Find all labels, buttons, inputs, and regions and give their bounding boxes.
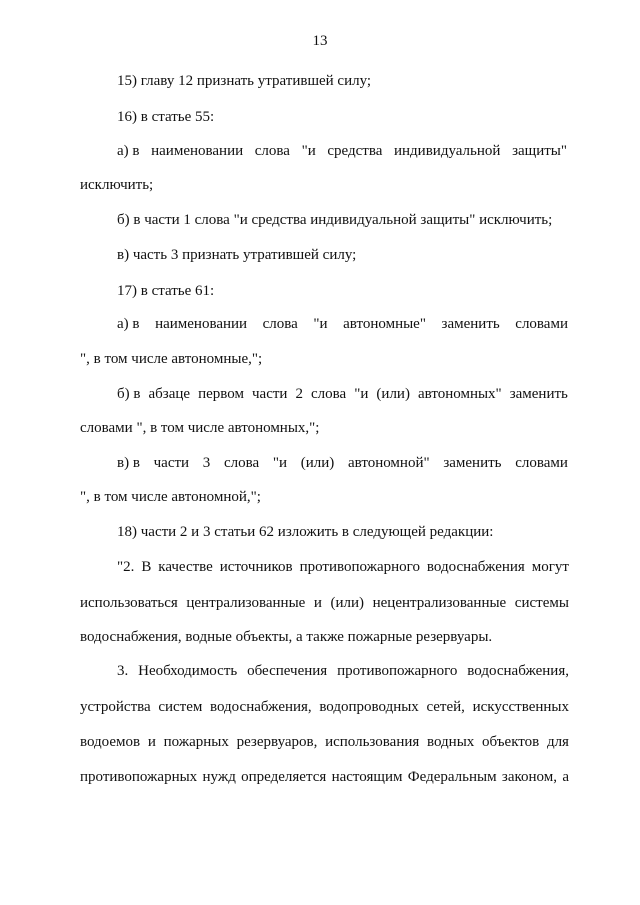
word: водоснабжения bbox=[426, 559, 525, 575]
word: обеспечения bbox=[247, 663, 328, 679]
word: словами bbox=[515, 455, 568, 471]
word: Необходимость bbox=[138, 663, 238, 679]
word: определяется bbox=[241, 769, 327, 785]
line-4: исключить; bbox=[80, 177, 154, 193]
word: абзаце bbox=[148, 386, 191, 402]
line-7: 17) в статье 61: bbox=[117, 283, 215, 299]
line-9: ", в том числе автономные,"; bbox=[80, 351, 263, 367]
word: наименовании bbox=[155, 316, 248, 332]
word: использоваться bbox=[80, 595, 178, 611]
word: противопожарного bbox=[299, 559, 420, 575]
line-6: в) часть 3 признать утратившей силу; bbox=[117, 247, 357, 263]
word: автономных" bbox=[417, 386, 502, 402]
word: Федеральным bbox=[407, 769, 497, 785]
word: водных bbox=[427, 734, 475, 750]
word: законом, bbox=[501, 769, 558, 785]
word: и bbox=[313, 595, 322, 611]
word: противопожарного bbox=[337, 663, 458, 679]
line-2: 16) в статье 55: bbox=[117, 109, 215, 125]
line-13: ", в том числе автономной,"; bbox=[80, 489, 261, 505]
word: использования bbox=[325, 734, 420, 750]
line-21 bbox=[80, 768, 569, 786]
word: противопожарных bbox=[80, 769, 198, 785]
word: В bbox=[141, 559, 152, 575]
word: для bbox=[546, 734, 569, 750]
word: 3. bbox=[117, 663, 129, 679]
word: нецентрализованные bbox=[372, 595, 507, 611]
line-15 bbox=[117, 558, 569, 576]
word: заменить bbox=[443, 455, 502, 471]
word: словами bbox=[515, 316, 568, 332]
word: первом bbox=[198, 386, 244, 402]
word: автономной" bbox=[347, 455, 430, 471]
word: слова bbox=[311, 386, 347, 402]
word: "и bbox=[313, 316, 328, 332]
word: могут bbox=[531, 559, 569, 575]
word: водоснабжения, bbox=[467, 663, 569, 679]
word: заменить bbox=[441, 316, 500, 332]
line-18 bbox=[117, 662, 569, 680]
word: защиты" bbox=[512, 143, 567, 159]
word: слова bbox=[254, 143, 290, 159]
word: резервуаров, bbox=[236, 734, 318, 750]
word: а) в bbox=[117, 316, 140, 332]
line-3 bbox=[117, 142, 567, 160]
word: части bbox=[153, 455, 190, 471]
word: централизованные bbox=[186, 595, 306, 611]
line-20 bbox=[80, 733, 569, 751]
word: качестве bbox=[158, 559, 213, 575]
line-12 bbox=[117, 454, 568, 472]
word: 3 bbox=[202, 455, 211, 471]
word: "и bbox=[301, 143, 316, 159]
line-14: 18) части 2 и 3 статьи 62 изложить в следующей редакции: bbox=[117, 524, 494, 540]
word: (или) bbox=[300, 455, 335, 471]
line-5: б) в части 1 слова "и средства индивидуальной защиты" исключить; bbox=[117, 212, 553, 228]
word: индивидуальной bbox=[394, 143, 501, 159]
word: и bbox=[147, 734, 156, 750]
word: "и bbox=[354, 386, 369, 402]
line-10 bbox=[117, 385, 568, 403]
word: объектов bbox=[482, 734, 540, 750]
word: слова bbox=[223, 455, 260, 471]
word: (или) bbox=[376, 386, 410, 402]
line-16 bbox=[80, 594, 569, 612]
word: 2 bbox=[295, 386, 303, 402]
word: устройства bbox=[80, 699, 151, 715]
word: "2. bbox=[117, 559, 135, 575]
line-1: 15) главу 12 признать утратившей силу; bbox=[117, 73, 372, 89]
word: нужд bbox=[202, 769, 236, 785]
word: настоящим bbox=[331, 769, 403, 785]
word: части bbox=[252, 386, 288, 402]
line-19 bbox=[80, 698, 569, 716]
word: автономные" bbox=[343, 316, 426, 332]
page-number: 13 bbox=[312, 33, 328, 49]
word: "и bbox=[272, 455, 288, 471]
line-17: водоснабжения, водные объекты, а также пожарные резервуары. bbox=[80, 629, 493, 645]
word: искусственных bbox=[472, 699, 569, 715]
word: заменить bbox=[509, 386, 568, 402]
word: наименовании bbox=[151, 143, 244, 159]
word: водопроводных bbox=[319, 699, 419, 715]
word: (или) bbox=[330, 595, 365, 611]
word: б) в bbox=[117, 386, 141, 402]
line-8 bbox=[117, 315, 568, 333]
word: системы bbox=[514, 595, 569, 611]
word: систем bbox=[158, 699, 203, 715]
word: слова bbox=[262, 316, 298, 332]
word: в) в bbox=[117, 455, 140, 471]
word: сетей, bbox=[426, 699, 465, 715]
word: средства bbox=[327, 143, 383, 159]
word: источников bbox=[219, 559, 293, 575]
word: а bbox=[562, 769, 569, 785]
word: пожарных bbox=[163, 734, 229, 750]
word: водоснабжения, bbox=[210, 699, 312, 715]
word: а) в bbox=[117, 143, 140, 159]
word: водоемов bbox=[80, 734, 141, 750]
line-11: словами ", в том числе автономных,"; bbox=[80, 420, 320, 436]
